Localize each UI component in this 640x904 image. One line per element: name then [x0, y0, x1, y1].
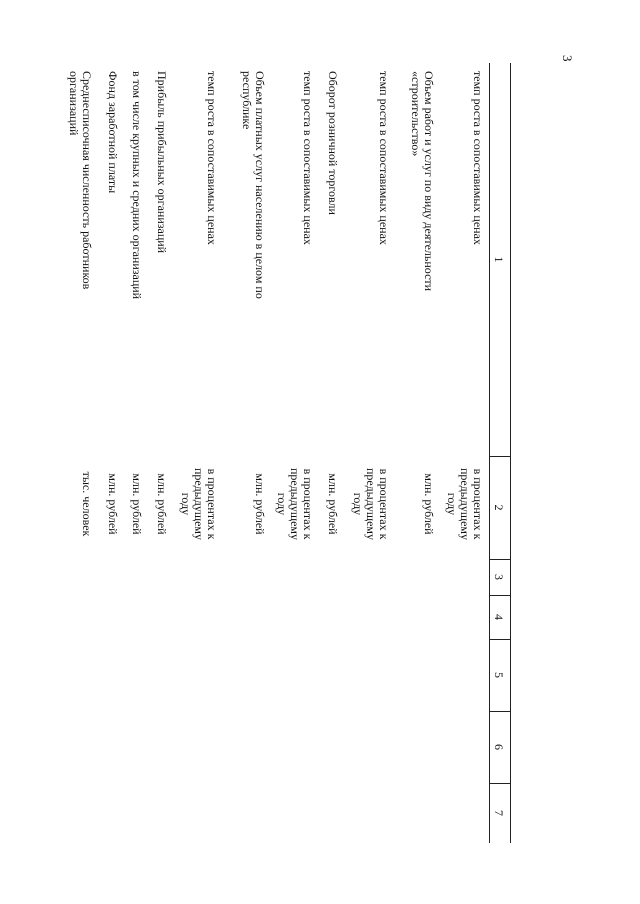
row-label: темп роста в сопоставимых ценах	[301, 71, 315, 245]
row-unit: в процентах к предыдущему году	[351, 467, 391, 541]
row-unit: млн. рублей	[130, 473, 144, 535]
row-label: Объем работ и услуг по виду деятельности «строительство»	[409, 71, 436, 292]
column-number-2: 2	[492, 504, 506, 511]
row-label: темп роста в сопоставимых ценах	[205, 71, 219, 245]
row-label: Оборот розничной торговли	[326, 71, 340, 215]
column-number-5: 5	[492, 672, 506, 678]
row-unit: в процентах к предыдущему году	[179, 467, 219, 541]
rotated-table-sheet	[67, 55, 575, 843]
row-label: темп роста в сопоставимых ценах	[471, 71, 485, 245]
row-unit: млн. рублей	[106, 473, 120, 535]
column-number-7: 7	[492, 810, 506, 816]
row-label: Объем платных услуг населению в целом по республике	[240, 71, 267, 299]
column-number-6: 6	[492, 744, 506, 750]
row-label: Фонд заработной платы	[106, 71, 120, 194]
row-unit: млн. рублей	[422, 473, 436, 535]
row-unit: в процентах к предыдущему году	[445, 467, 485, 541]
row-unit: млн. рублей	[253, 473, 267, 535]
row-label: темп роста в сопоставимых ценах	[377, 71, 391, 245]
column-number-1: 1	[492, 256, 506, 263]
column-number-4: 4	[492, 614, 506, 620]
row-unit: в процентах к предыдущему году	[275, 467, 315, 541]
row-unit: млн. рублей	[326, 473, 340, 535]
row-label: в том числе крупных и средних организаций	[130, 71, 144, 300]
row-label: Среднесписочная численность работников организаций	[67, 71, 94, 290]
row-unit: млн. рублей	[155, 473, 169, 535]
table-top-rule	[510, 63, 511, 843]
page-number: 3	[560, 55, 575, 62]
column-number-3: 3	[492, 574, 506, 580]
row-label: Прибыль прибыльных организаций	[155, 71, 169, 254]
row-unit: тыс. человек	[80, 471, 94, 537]
header-bottom-rule	[489, 63, 490, 843]
